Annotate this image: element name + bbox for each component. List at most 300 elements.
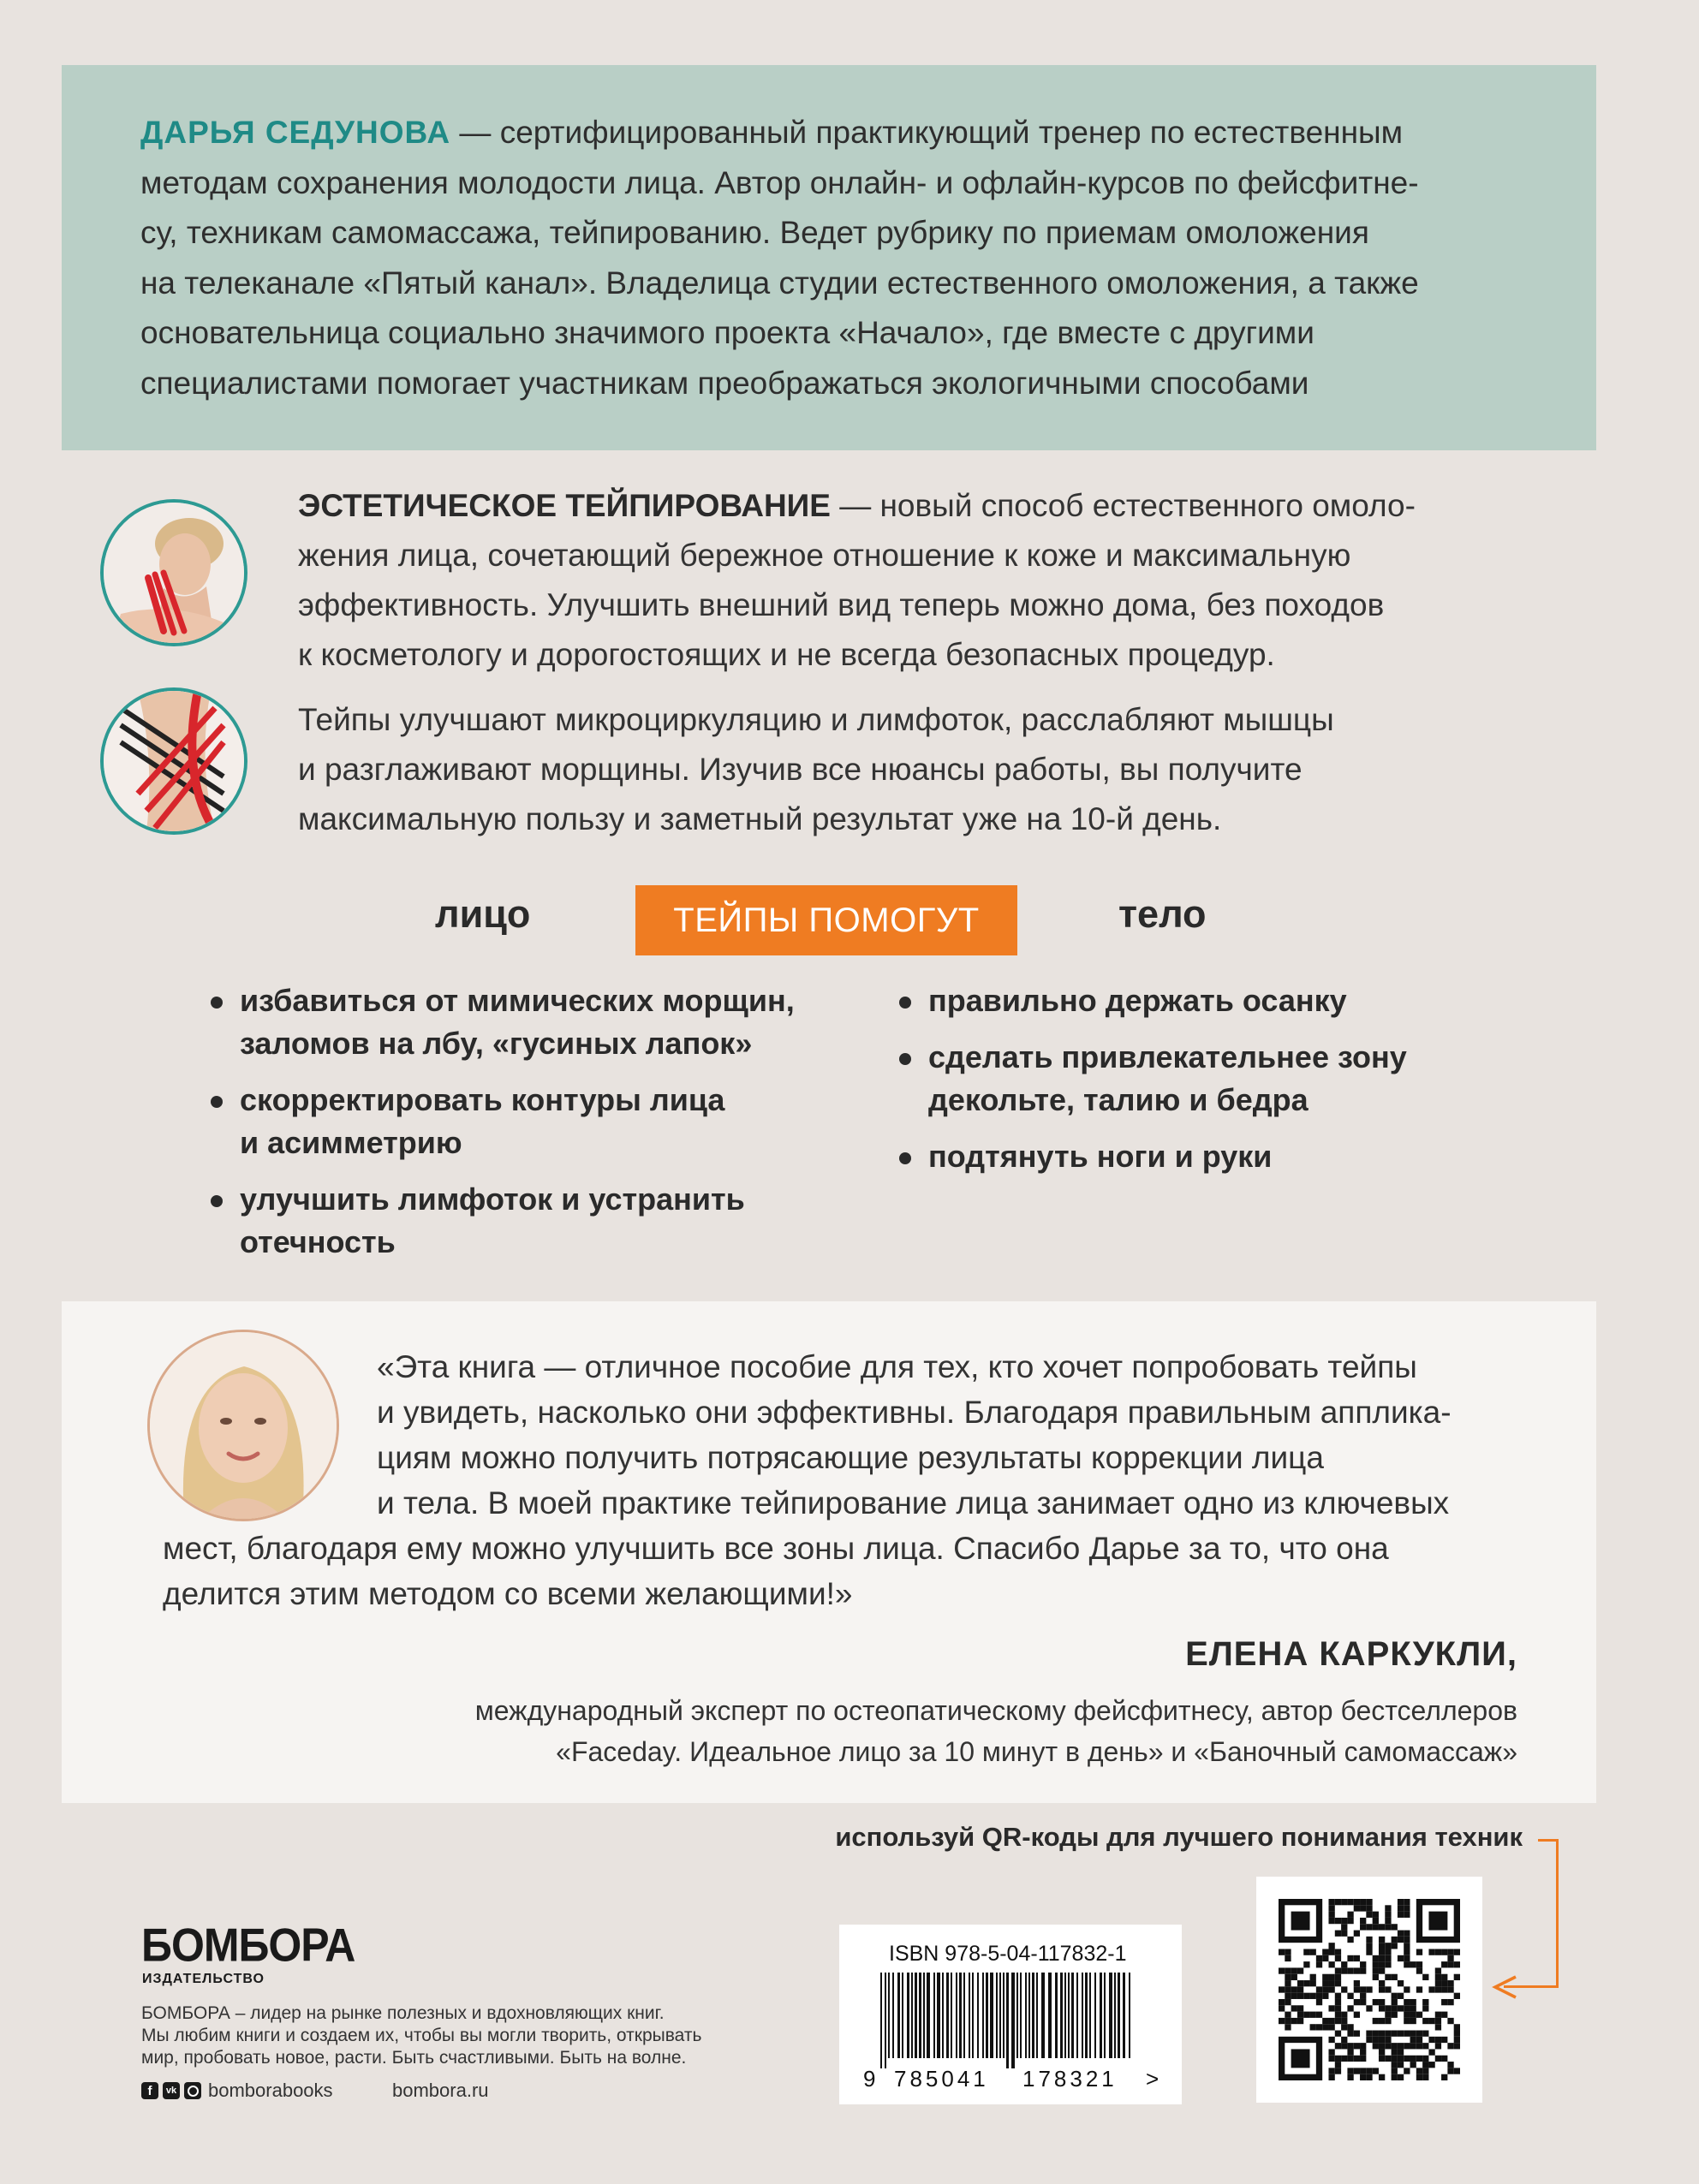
qr-module: [1335, 2062, 1341, 2068]
qr-module: [1392, 2043, 1398, 2049]
qr-module: [1416, 1949, 1422, 1955]
qr-module: [1435, 1974, 1441, 1980]
qr-module: [1360, 1999, 1366, 2005]
qr-module: [1373, 1967, 1379, 1973]
list-item: избавиться от мимических морщин, заломов на лбу, «гусиных лапок»: [209, 979, 860, 1065]
barcode-bar: [911, 1973, 913, 2058]
qr-module: [1328, 1899, 1334, 1905]
qr-module: [1328, 1961, 1334, 1967]
qr-module: [1404, 1955, 1410, 1961]
qr-module: [1392, 1974, 1398, 1980]
reviewer-portrait: [150, 1332, 337, 1519]
qr-module: [1373, 1974, 1379, 1980]
testimonial-quote-bottom: мест, благодаря ему можно улучшить все зоны лица. Спасибо Дарье за то, что она делится этим методом со всеми желающими!»: [163, 1531, 1389, 1611]
qr-module: [1360, 1993, 1366, 1999]
qr-module: [1398, 1993, 1404, 1999]
qr-module: [1347, 2056, 1353, 2062]
qr-module: [1385, 1986, 1391, 1992]
barcode-bar: [915, 1973, 917, 2058]
barcode-bar: [907, 1973, 909, 2058]
qr-module: [1454, 1949, 1460, 1955]
qr-module: [1360, 1918, 1366, 1924]
list-item: подтянуть ноги и руки: [897, 1135, 1548, 1178]
qr-module: [1392, 2074, 1398, 2080]
qr-finder: [1291, 1912, 1310, 1931]
qr-module: [1441, 1974, 1447, 1980]
qr-module: [1341, 1967, 1347, 1973]
qr-module: [1379, 1937, 1385, 1943]
qr-module: [1316, 1955, 1322, 1961]
qr-module: [1398, 2005, 1404, 2011]
qr-module: [1354, 1905, 1360, 1911]
barcode-bar: [937, 1973, 940, 2058]
qr-module: [1366, 2005, 1372, 2011]
qr-module: [1366, 1949, 1372, 1955]
qr-module: [1316, 1993, 1322, 1999]
qr-module: [1379, 1949, 1385, 1955]
qr-module: [1441, 1999, 1447, 2005]
qr-module: [1398, 1980, 1404, 1986]
barcode-bar: [1085, 1973, 1088, 2058]
qr-module: [1422, 1974, 1428, 1980]
qr-module: [1328, 2056, 1334, 2062]
barcode-bar: [1041, 1973, 1045, 2058]
list-item: улучшить лимфоток и устранить отечность: [209, 1178, 860, 1264]
instagram-icon[interactable]: [184, 2082, 201, 2099]
qr-module: [1410, 2005, 1416, 2011]
intro-paragraph-1: ЭСТЕТИЧЕСКОЕ ТЕЙПИРОВАНИЕ — новый способ естественного омоло- жения лица, сочетающий бережное отношение к коже и максимальную эффективность. Улучшить внешний вид теперь можно дома, без походов к косметологу и дорогостоящих и не всегда безопасных процедур.: [298, 488, 1416, 672]
qr-module: [1303, 1949, 1309, 1955]
qr-module: [1422, 2068, 1428, 2074]
barcode-bar: [1109, 1973, 1112, 2058]
qr-code-box[interactable]: [1256, 1877, 1482, 2103]
qr-module: [1335, 1955, 1341, 1961]
qr-module: [1322, 1980, 1328, 1986]
qr-module: [1398, 2074, 1404, 2080]
qr-module: [1360, 2049, 1366, 2055]
qr-module: [1354, 2031, 1360, 2037]
qr-module: [1379, 2056, 1385, 2062]
publisher-site[interactable]: bombora.ru: [392, 2080, 489, 2101]
isbn-digit-end: >: [1146, 2066, 1159, 2092]
author-bio: ДАРЬЯ СЕДУНОВА — сертифицированный практикующий тренер по естественным методам сохранения молодости лица. Автор онлайн- и офлайн-курсов по фейсфитне- су, техникам самомассажа, тейпированию. Ведет рубрику по приемам омоложения на телеканале «Пятый канал». Владелица студии естественного омоложения, а также основательница социально значимого проекта «Начало», где вместе с другими специалистами помогает участникам преображаться экологичными способами: [140, 115, 1419, 401]
qr-module: [1373, 1924, 1379, 1930]
qr-module: [1347, 1918, 1353, 1924]
qr-module: [1385, 1974, 1391, 1980]
barcode-bar: [1006, 1973, 1009, 2068]
qr-module: [1447, 2062, 1453, 2068]
qr-module: [1404, 1899, 1410, 1905]
qr-module: [1335, 1980, 1341, 1986]
qr-module: [1410, 1999, 1416, 2005]
qr-module: [1385, 1961, 1391, 1967]
qr-module: [1373, 1955, 1379, 1961]
qr-module: [1404, 1961, 1410, 1967]
qr-module: [1404, 1931, 1410, 1937]
qr-module: [1341, 1918, 1347, 1924]
qr-module: [1347, 1937, 1353, 1943]
qr-module: [1366, 1912, 1372, 1918]
qr-module: [1441, 1980, 1447, 1986]
qr-module: [1347, 1967, 1353, 1973]
qr-module: [1385, 2043, 1391, 2049]
qr-module: [1285, 2012, 1291, 2018]
barcode-bar: [892, 1973, 894, 2058]
qr-module: [1335, 1949, 1341, 1955]
qr-module: [1347, 2043, 1353, 2049]
qr-module: [1435, 2012, 1441, 2018]
qr-module: [1454, 2031, 1460, 2037]
qr-hint: используй QR-коды для лучшего понимания техник: [835, 1822, 1523, 1852]
qr-module: [1379, 1980, 1385, 1986]
qr-module: [1297, 2005, 1303, 2011]
barcode-bar: [1020, 1973, 1022, 2058]
qr-module: [1310, 1949, 1316, 1955]
qr-module: [1404, 1943, 1410, 1949]
qr-module: [1366, 1986, 1372, 1992]
testimonial-box: [62, 1301, 1596, 1803]
qr-module: [1335, 1974, 1341, 1980]
list-item: сделать привлекательнее зону декольте, талию и бедра: [897, 1036, 1548, 1122]
barcode-bar: [888, 1973, 890, 2058]
qr-module: [1360, 1986, 1366, 1992]
qr-module: [1416, 2037, 1422, 2043]
qr-module: [1297, 1993, 1303, 1999]
barcode-bar: [1123, 1973, 1125, 2058]
body-benefits-list: [897, 979, 1548, 1192]
facebook-icon[interactable]: f: [141, 2082, 158, 2099]
qr-module: [1404, 1999, 1410, 2005]
qr-module: [1398, 1937, 1404, 1943]
barcode-bar: [1028, 1973, 1030, 2058]
qr-module: [1279, 2018, 1285, 2024]
qr-module: [1385, 2005, 1391, 2011]
barcode-bar: [956, 1973, 957, 2058]
qr-module: [1373, 2037, 1379, 2043]
qr-module: [1297, 1980, 1303, 1986]
barcode-bar: [897, 1973, 900, 2058]
qr-module: [1297, 1986, 1303, 1992]
qr-module: [1341, 1931, 1347, 1937]
qr-module: [1291, 1974, 1297, 1980]
qr-module: [1441, 2012, 1447, 2018]
qr-module: [1328, 2005, 1334, 2011]
qr-module: [1428, 2018, 1434, 2024]
qr-module: [1366, 1943, 1372, 1949]
qr-module: [1385, 1943, 1391, 1949]
qr-module: [1335, 1918, 1341, 1924]
qr-module: [1328, 1905, 1334, 1911]
qr-module: [1322, 1974, 1328, 1980]
qr-module: [1404, 2043, 1410, 2049]
qr-module: [1366, 2037, 1372, 2043]
qr-module: [1392, 2062, 1398, 2068]
qr-module: [1428, 1986, 1434, 1992]
qr-module: [1279, 1986, 1285, 1992]
arrow-left-icon: [1492, 1975, 1517, 1999]
vk-icon[interactable]: vk: [163, 2082, 180, 2099]
qr-module: [1328, 2024, 1334, 2030]
qr-module: [1392, 2012, 1398, 2018]
qr-module: [1454, 2037, 1460, 2043]
qr-module: [1398, 1912, 1404, 1918]
qr-module: [1310, 2012, 1316, 2018]
qr-module: [1360, 1899, 1366, 1905]
intro-title: ЭСТЕТИЧЕСКОЕ ТЕЙПИРОВАНИЕ: [298, 488, 831, 523]
qr-module: [1447, 1961, 1453, 1967]
qr-module: [1428, 2049, 1434, 2055]
qr-module: [1335, 1967, 1341, 1973]
qr-module: [1316, 2024, 1322, 2030]
qr-module: [1291, 1967, 1297, 1973]
qr-module: [1416, 2012, 1422, 2018]
barcode-bar: [946, 1973, 949, 2058]
qr-module: [1416, 1961, 1422, 1967]
barcode-bar: [996, 1973, 998, 2058]
qr-module: [1385, 2012, 1391, 2018]
qr-module: [1347, 1955, 1353, 1961]
barcode-bar: [1114, 1973, 1116, 2058]
qr-module: [1341, 1924, 1347, 1930]
qr-module: [1447, 2043, 1453, 2049]
qr-module: [1316, 2012, 1322, 2018]
barcode-bar: [1068, 1973, 1070, 2058]
isbn-barcode-box: [839, 1925, 1182, 2104]
qr-module: [1422, 2056, 1428, 2062]
qr-module: [1404, 2068, 1410, 2074]
qr-module: [1335, 1899, 1341, 1905]
qr-module: [1398, 2043, 1404, 2049]
qr-module: [1373, 2043, 1379, 2049]
qr-module: [1410, 2043, 1416, 2049]
qr-module: [1385, 1905, 1391, 1911]
qr-module: [1279, 1967, 1285, 1973]
qr-module: [1385, 2037, 1391, 2043]
qr-module: [1335, 1999, 1341, 2005]
qr-module: [1316, 1986, 1322, 1992]
qr-module: [1341, 1899, 1347, 1905]
qr-module: [1416, 2074, 1422, 2080]
qr-module: [1392, 2068, 1398, 2074]
qr-module: [1354, 1980, 1360, 1986]
qr-module: [1347, 2049, 1353, 2055]
barcode-bar: [951, 1973, 952, 2058]
qr-module: [1328, 2049, 1334, 2055]
author-name: ДАРЬЯ СЕДУНОВА: [140, 115, 451, 150]
qr-module: [1322, 1955, 1328, 1961]
qr-module: [1435, 1967, 1441, 1973]
qr-module: [1366, 2031, 1372, 2037]
qr-module: [1291, 2005, 1297, 2011]
qr-code[interactable]: [1279, 1899, 1460, 2080]
qr-module: [1422, 1999, 1428, 2005]
face-benefits-list: [209, 979, 860, 1277]
qr-module: [1447, 1955, 1453, 1961]
qr-module: [1435, 2056, 1441, 2062]
qr-module: [1360, 2056, 1366, 2062]
qr-module: [1328, 2068, 1334, 2074]
qr-module: [1291, 2018, 1297, 2024]
qr-module: [1441, 1986, 1447, 1992]
qr-module: [1416, 1986, 1422, 1992]
qr-module: [1422, 2043, 1428, 2049]
barcode-bar: [1076, 1973, 1078, 2058]
qr-module: [1360, 2043, 1366, 2049]
qr-module: [1410, 2031, 1416, 2037]
qr-module: [1366, 1924, 1372, 1930]
qr-module: [1354, 2068, 1360, 2074]
qr-module: [1398, 2062, 1404, 2068]
qr-module: [1398, 2056, 1404, 2062]
qr-module: [1322, 1993, 1328, 1999]
publisher-logo: БОМБОРА: [141, 1919, 355, 1972]
qr-module: [1360, 2068, 1366, 2074]
qr-module: [1373, 1999, 1379, 2005]
author-bio-box: [62, 65, 1596, 450]
qr-module: [1404, 2012, 1410, 2018]
barcode-bar: [1064, 1973, 1066, 2058]
barcode-bar: [990, 1973, 993, 2058]
qr-module: [1404, 1986, 1410, 1992]
qr-module: [1435, 2037, 1441, 2043]
barcode-bar: [1060, 1973, 1063, 2058]
qr-module: [1341, 1986, 1347, 1992]
qr-module: [1398, 2049, 1404, 2055]
qr-module: [1360, 1924, 1366, 1930]
barcode-bar: [919, 1973, 921, 2058]
qr-module: [1410, 2062, 1416, 2068]
qr-module: [1422, 2005, 1428, 2011]
qr-module: [1328, 2074, 1334, 2080]
qr-module: [1303, 2012, 1309, 2018]
qr-module: [1447, 1999, 1453, 2005]
intro-section: [298, 481, 1531, 844]
qr-module: [1392, 2056, 1398, 2062]
qr-module: [1416, 2043, 1422, 2049]
social-handle[interactable]: bomborabooks: [208, 2080, 333, 2101]
barcode-graphic: [880, 1973, 1137, 2068]
qr-module: [1354, 1999, 1360, 2005]
qr-module: [1392, 2031, 1398, 2037]
qr-module: [1435, 2018, 1441, 2024]
barcode-bar: [902, 1973, 903, 2058]
barcode-bar: [942, 1973, 944, 2058]
qr-module: [1291, 1993, 1297, 1999]
qr-module: [1392, 1924, 1398, 1930]
barcode-bar: [885, 1973, 886, 2068]
qr-module: [1404, 2031, 1410, 2037]
qr-module: [1379, 2043, 1385, 2049]
qr-module: [1441, 2056, 1447, 2062]
barcode-bar: [1025, 1973, 1027, 2058]
qr-module: [1392, 1943, 1398, 1949]
qr-module: [1354, 1931, 1360, 1937]
qr-module: [1379, 1955, 1385, 1961]
qr-module: [1328, 1974, 1334, 1980]
qr-module: [1322, 1949, 1328, 1955]
qr-module: [1379, 2037, 1385, 2043]
qr-module: [1322, 2024, 1328, 2030]
qr-module: [1354, 1899, 1360, 1905]
qr-module: [1335, 2056, 1341, 2062]
qr-module: [1454, 2043, 1460, 2049]
qr-module: [1385, 1918, 1391, 1924]
qr-finder: [1291, 2049, 1310, 2068]
qr-module: [1322, 2018, 1328, 2024]
qr-module: [1404, 1912, 1410, 1918]
qr-module: [1379, 1924, 1385, 1930]
barcode-bar: [1100, 1973, 1102, 2058]
barcode-bar: [1071, 1973, 1074, 2058]
barcode-bar: [1032, 1973, 1034, 2058]
qr-module: [1335, 2012, 1341, 2018]
tapes-help-badge: ТЕЙПЫ ПОМОГУТ: [635, 885, 1017, 955]
qr-module: [1366, 2074, 1372, 2080]
qr-finder: [1428, 1912, 1447, 1931]
qr-module: [1435, 2024, 1441, 2030]
qr-module: [1392, 1993, 1398, 1999]
qr-module: [1285, 1949, 1291, 1955]
qr-module: [1422, 2062, 1428, 2068]
qr-module: [1447, 2018, 1453, 2024]
qr-module: [1335, 2068, 1341, 2074]
qr-module: [1385, 1912, 1391, 1918]
barcode-bar: [1055, 1973, 1058, 2058]
qr-module: [1392, 2005, 1398, 2011]
isbn-digits-left: 785041: [894, 2066, 989, 2092]
qr-module: [1379, 2031, 1385, 2037]
qr-module: [1291, 1986, 1297, 1992]
barcode-bar: [999, 1973, 1001, 2058]
qr-module: [1454, 1974, 1460, 1980]
qr-module: [1441, 1949, 1447, 1955]
qr-module: [1297, 2018, 1303, 2024]
qr-module: [1328, 1986, 1334, 1992]
qr-module: [1341, 2043, 1347, 2049]
reviewer-name: ЕЛЕНА КАРКУКЛИ,: [1185, 1635, 1517, 1673]
qr-module: [1366, 2068, 1372, 2074]
qr-module: [1285, 1986, 1291, 1992]
qr-module: [1385, 2056, 1391, 2062]
isbn-label: ISBN 978-5-04-117832-1: [889, 1942, 1127, 1966]
qr-module: [1285, 1974, 1291, 1980]
qr-module: [1328, 2037, 1334, 2043]
qr-module: [1373, 2068, 1379, 2074]
qr-module: [1422, 2031, 1428, 2037]
qr-module: [1347, 1899, 1353, 1905]
qr-module: [1316, 1999, 1322, 2005]
qr-module: [1328, 1949, 1334, 1955]
qr-module: [1398, 2031, 1404, 2037]
qr-module: [1454, 2068, 1460, 2074]
qr-module: [1447, 1980, 1453, 1986]
qr-module: [1279, 2005, 1285, 2011]
face-label: лицо: [435, 892, 531, 936]
qr-module: [1354, 2056, 1360, 2062]
qr-module: [1379, 2049, 1385, 2055]
barcode-bar: [1036, 1973, 1038, 2058]
qr-module: [1416, 2056, 1422, 2062]
qr-module: [1328, 1912, 1334, 1918]
qr-module: [1428, 2062, 1434, 2068]
qr-module: [1379, 1986, 1385, 1992]
barcode-bar: [1016, 1973, 1018, 2058]
qr-module: [1335, 2005, 1341, 2011]
testimonial-quote-top: «Эта книга — отличное пособие для тех, кто хочет попробовать тейпы и увидеть, насколько они эффективны. Благодаря правильным апплика- циям можно получить потрясающие результаты коррекции лица и тела. В моей практике тейпирование лица занимает одно из ключевых: [377, 1349, 1452, 1520]
qr-module: [1354, 2043, 1360, 2049]
qr-module: [1335, 2043, 1341, 2049]
qr-module: [1441, 1961, 1447, 1967]
